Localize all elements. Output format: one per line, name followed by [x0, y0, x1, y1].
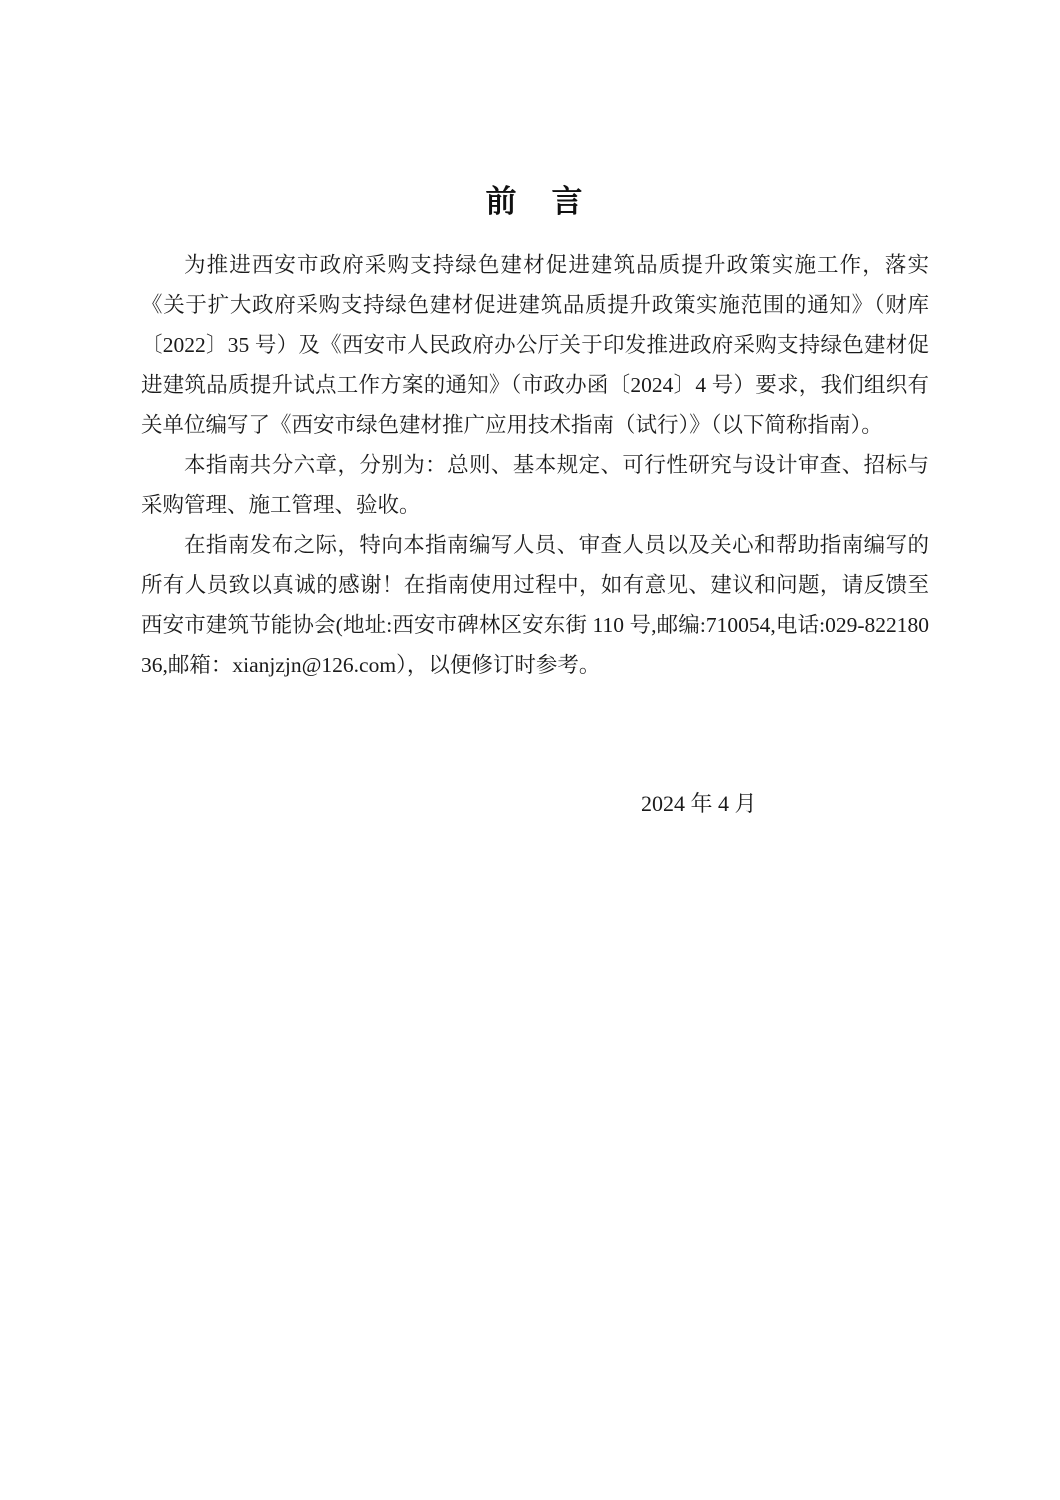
document-content: [141, 183, 929, 817]
paragraph-intro: 为推进西安市政府采购支持绿色建材促进建筑品质提升政策实施工作，落实《关于扩大政府采购支持绿色建材促进建筑品质提升政策实施范围的通知》（财库〔2022〕35 号）及《西安市人民政府办公厅关于印发推进政府采购支持绿色建材促进建筑品质提升试点工作方案的通知》（市政办函〔2024〕4 号）要求，我们组织有关单位编写了《西安市绿色建材推广应用技术指南（试行）》（以下简称指南）。: [141, 252, 929, 437]
publication-date: 2024 年 4 月: [641, 790, 757, 816]
paragraph-acknowledgement: 在指南发布之际，特向本指南编写人员、审查人员以及关心和帮助指南编写的所有人员致以真诚的感谢！在指南使用过程中，如有意见、建议和问题，请反馈至西安市建筑节能协会(地址:西安市碑林区安东街 110 号,邮编:710054,电话:029-82218036,邮箱：xianjzjn@126.com），以便修订时参考。: [141, 532, 929, 677]
page-title: 前 言: [485, 184, 585, 219]
paragraph-chapters: 本指南共分六章，分别为：总则、基本规定、可行性研究与设计审查、招标与采购管理、施工管理、验收。: [141, 452, 929, 517]
